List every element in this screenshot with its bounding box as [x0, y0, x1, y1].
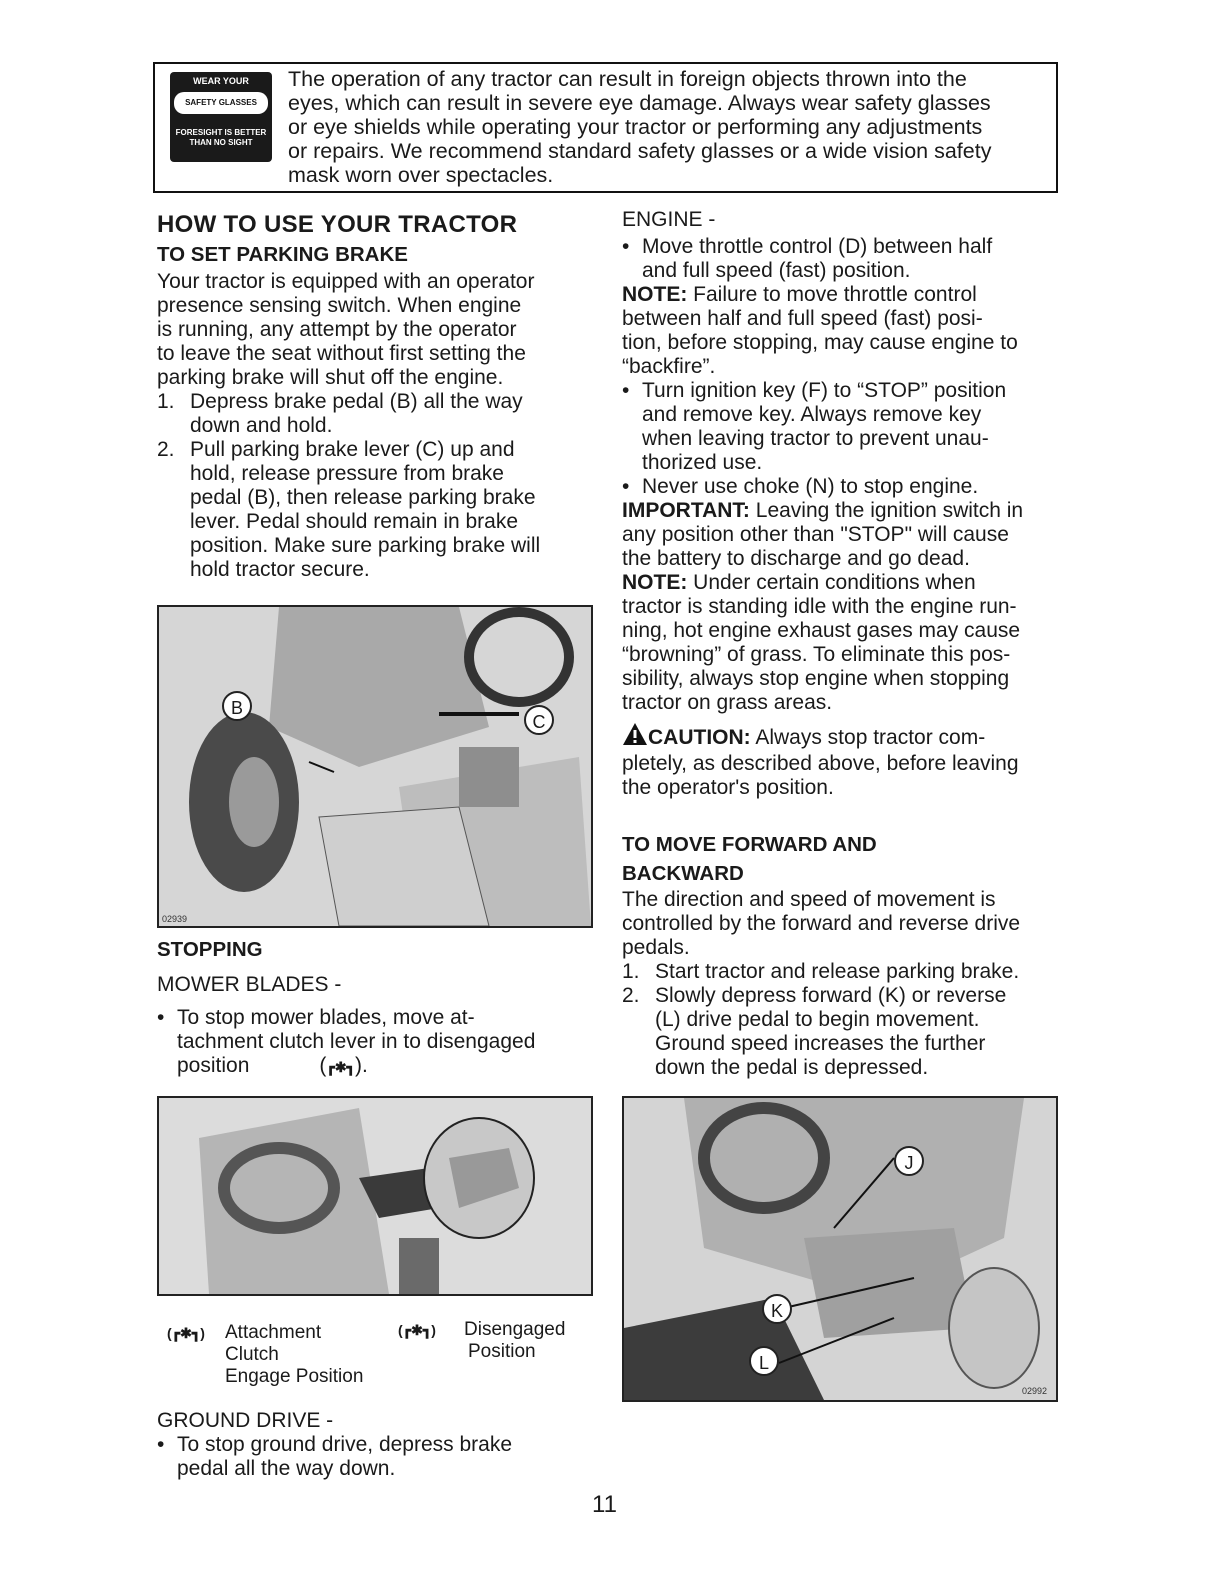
- engine-section: ENGINE - • Move throttle control (D) between half and full speed (fast) position. NOTE: Failure to move throttle control between half and full speed (fast) posi- tion, before stopping, may cause engine to “backfire”. • Turn ignition key (F) to “STOP” position and remove key. Always remove key when leaving tractor to prevent unau- thorized use. • Never use choke (N) to stop engine. IMPORTANT: Leaving the ignition switch in any position other than "STOP" will cause the battery to discharge and go dead. NOTE: Under certain conditions when tractor is standing idle with the engine run- ning, hot engine exhaust gases may cause “browning” of grass. To eliminate this pos- sibility, always stop engine when stopping tractor on grass areas. CAUTION: Always stop tractor com- pletely, as described above, before leaving the operator's position.: [622, 208, 1067, 800]
- mower-blades-heading: MOWER BLADES -: [157, 973, 342, 996]
- engage-symbol-icon: (┏✱┓): [167, 1325, 205, 1341]
- drive-pedals-figure: [622, 1096, 1058, 1402]
- parking-brake-heading: TO SET PARKING BRAKE: [157, 243, 408, 266]
- disengaged-symbol-icon: ┏✱┓: [326, 1059, 355, 1075]
- step-1: 1. Depress brake pedal (B) all the way: [157, 390, 523, 413]
- disengaged-caption: (┏✱┓) Disengaged Position: [398, 1319, 566, 1362]
- engine-heading: ENGINE -: [622, 208, 716, 231]
- caution-line: CAUTION: Always stop tractor com-: [622, 722, 1067, 752]
- callout-j: J: [894, 1146, 924, 1176]
- figure-id: 02992: [1022, 1386, 1048, 1396]
- clutch-lever-illustration: [159, 1098, 591, 1294]
- safety-warning-text: The operation of any tractor can result in foreign objects thrown into the eyes, which can result in severe eye damage. Always wear safety glasses or eye shields while operating your tractor or performing any adjustments or repairs. We recommend standard safety glasses or a wide vision safety mask worn over spectacles.: [288, 67, 992, 187]
- callout-k: K: [762, 1294, 792, 1324]
- attachment-engage-caption: (┏✱┓) Attachment Clutch Engage Position: [167, 1322, 364, 1387]
- move-heading: TO MOVE FORWARD AND BACKWARD: [622, 833, 877, 885]
- caution-triangle-icon: [622, 722, 648, 752]
- step-2: 2. Pull parking brake lever (C) up and: [157, 438, 515, 461]
- safety-glasses-icon: WEAR YOUR SAFETY GLASSES FORESIGHT IS BETTER THAN NO SIGHT: [170, 72, 272, 162]
- pedals-illustration: [624, 1098, 1056, 1400]
- callout-c: C: [524, 705, 554, 735]
- stopping-heading: STOPPING: [157, 938, 263, 961]
- page-number: 11: [592, 1491, 617, 1518]
- figure-id: 02939: [162, 914, 188, 924]
- tractor-brake-illustration: [159, 607, 591, 926]
- callout-b: B: [222, 691, 252, 721]
- parking-brake-text: Your tractor is equipped with an operator presence sensing switch. When engine is running, any attempt by the operator to leave the seat without first setting the parking brake will shut off the engine. 1. Depress brake pedal (B) all the way down and hold. 2. Pull parking brake lever (C) up and hold, release pressure from brake pedal (B), then release parking brake lever. Pedal should remain in brake position. Make sure parking brake will hold tractor secure.: [157, 270, 597, 582]
- page-title: HOW TO USE YOUR TRACTOR: [157, 211, 518, 238]
- ground-drive-heading: GROUND DRIVE -: [157, 1409, 334, 1432]
- callout-l: L: [749, 1346, 779, 1376]
- attachment-clutch-figure: [157, 1096, 593, 1296]
- parking-brake-figure: [157, 605, 593, 928]
- disengaged-symbol-icon: (┏✱┓): [398, 1322, 436, 1338]
